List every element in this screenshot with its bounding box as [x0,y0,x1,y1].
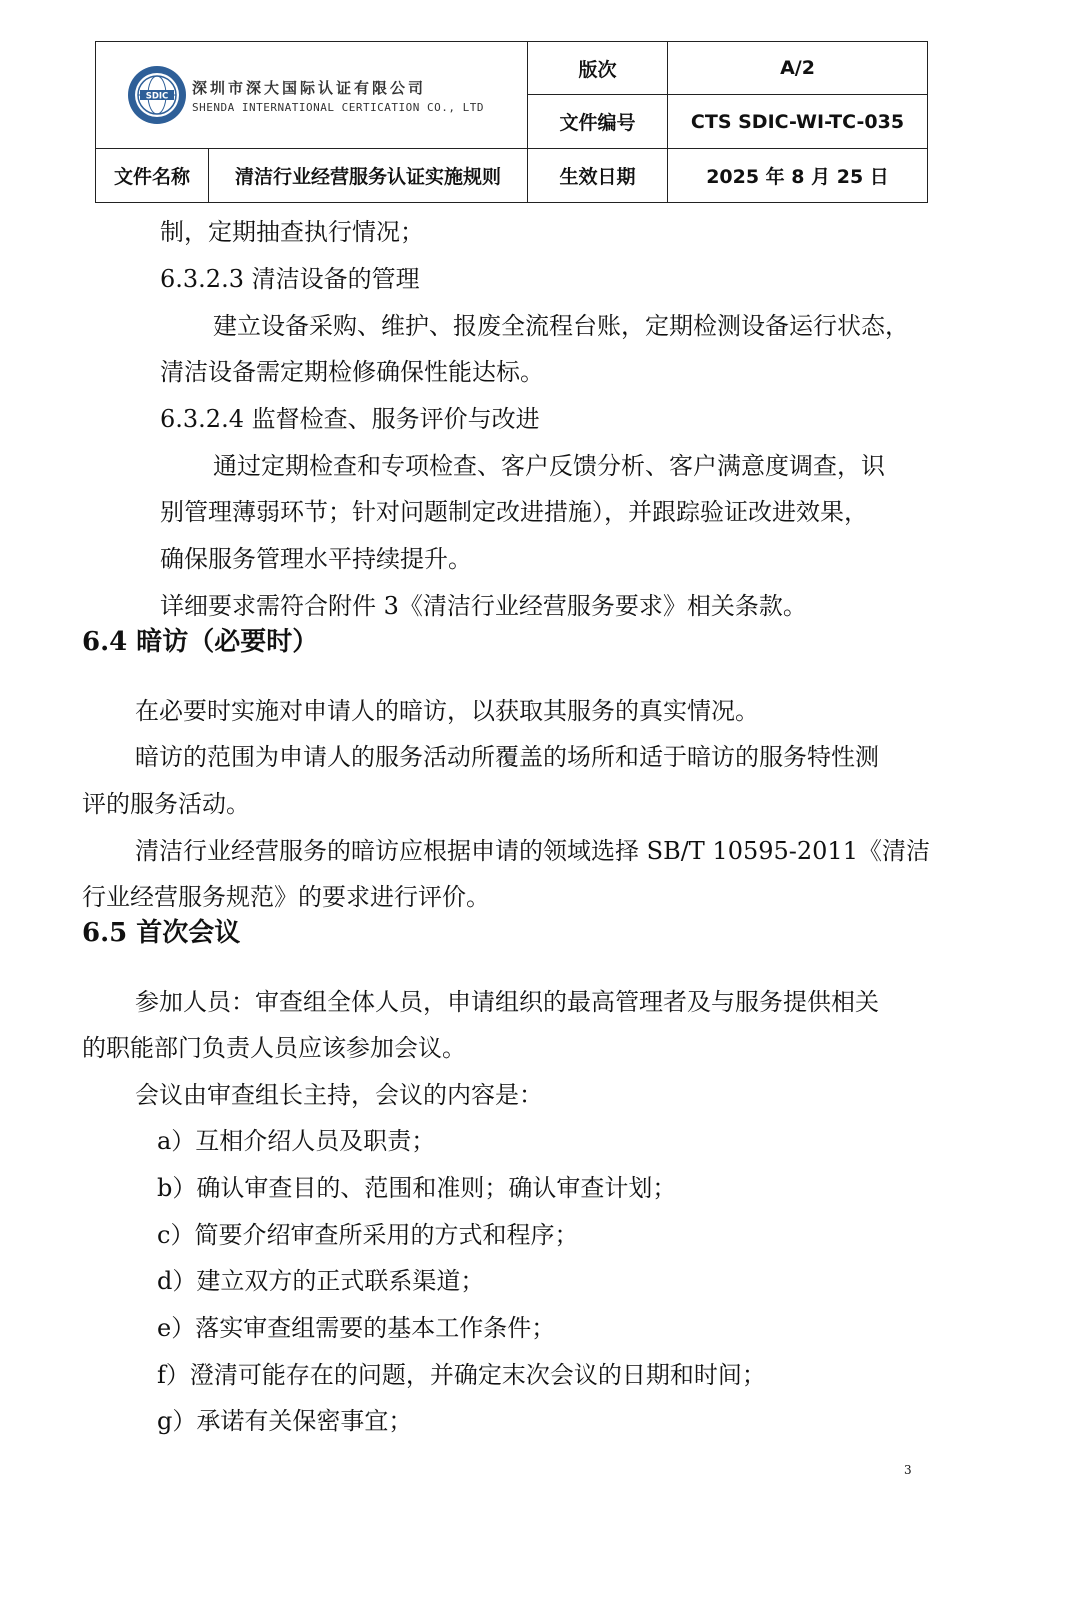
text-line: 清洁设备需定期检修确保性能达标。 [160,358,544,386]
document-header-table [95,41,928,203]
section-6-5-heading: 6.5 首次会议 [82,918,241,948]
page-number: 3 [904,1463,912,1477]
text-line: 制，定期抽查执行情况； [160,218,424,246]
docno-value: CTS SDIC-WI-TC-035 [668,95,928,149]
text-line: 通过定期检查和专项检查、客户反馈分析、客户满意度调查，识 [213,452,885,480]
text-line: 建立设备采购、维护、报废全流程台账，定期检测设备运行状态， [213,312,909,340]
company-logo-cell [96,42,528,149]
list-item: c）简要介绍审查所采用的方式和程序； [157,1221,579,1249]
date-label: 生效日期 [528,149,668,203]
company-logo-icon [126,64,188,126]
logo-text: SDIC [145,91,169,102]
list-item: d）建立双方的正式联系渠道； [157,1267,485,1295]
text-line: 别管理薄弱环节；针对问题制定改进措施），并跟踪验证改进效果， [160,498,868,526]
section-6-4-heading: 6.4 暗访（必要时） [82,627,319,657]
list-item: g）承诺有关保密事宜； [157,1407,413,1435]
text-line: 确保服务管理水平持续提升。 [160,545,472,573]
docname-label: 文件名称 [96,149,209,203]
list-item: e）落实审查组需要的基本工作条件； [157,1314,556,1342]
list-item: f）澄清可能存在的问题，并确定末次会议的日期和时间； [157,1361,766,1389]
company-name-cn: 深圳市深大国际认证有限公司 [192,78,427,97]
section-6-3-2-4-title: 6.3.2.4 监督检查、服务评价与改进 [160,405,540,433]
text-line: 暗访的范围为申请人的服务活动所覆盖的场所和适于暗访的服务特性测 [135,743,879,771]
company-name-en: SHENDA INTERNATIONAL CERTICATION CO., LTD [192,100,485,114]
list-item: a）互相介绍人员及职责； [157,1127,436,1155]
version-label: 版次 [528,42,668,95]
text-line: 在必要时实施对申请人的暗访，以获取其服务的真实情况。 [135,697,759,725]
docname-value: 清洁行业经营服务认证实施规则 [209,149,528,203]
docno-label: 文件编号 [528,95,668,149]
section-6-3-2-3-title: 6.3.2.3 清洁设备的管理 [160,265,420,293]
text-line: 评的服务活动。 [82,790,250,818]
text-line: 详细要求需符合附件 3《清洁行业经营服务要求》相关条款。 [160,592,807,620]
version-value: A/2 [668,42,928,95]
date-value: 2025 年 8 月 25 日 [668,149,928,203]
text-line: 会议由审查组长主持，会议的内容是： [135,1081,543,1109]
text-line: 的职能部门负责人员应该参加会议。 [82,1034,466,1062]
list-item: b）确认审查目的、范围和准则；确认审查计划； [157,1174,677,1202]
text-line: 行业经营服务规范》的要求进行评价。 [82,883,490,911]
text-line: 清洁行业经营服务的暗访应根据申请的领域选择 SB/T 10595-2011《清洁 [135,837,930,865]
text-line: 参加人员：审查组全体人员，申请组织的最高管理者及与服务提供相关 [135,988,879,1016]
